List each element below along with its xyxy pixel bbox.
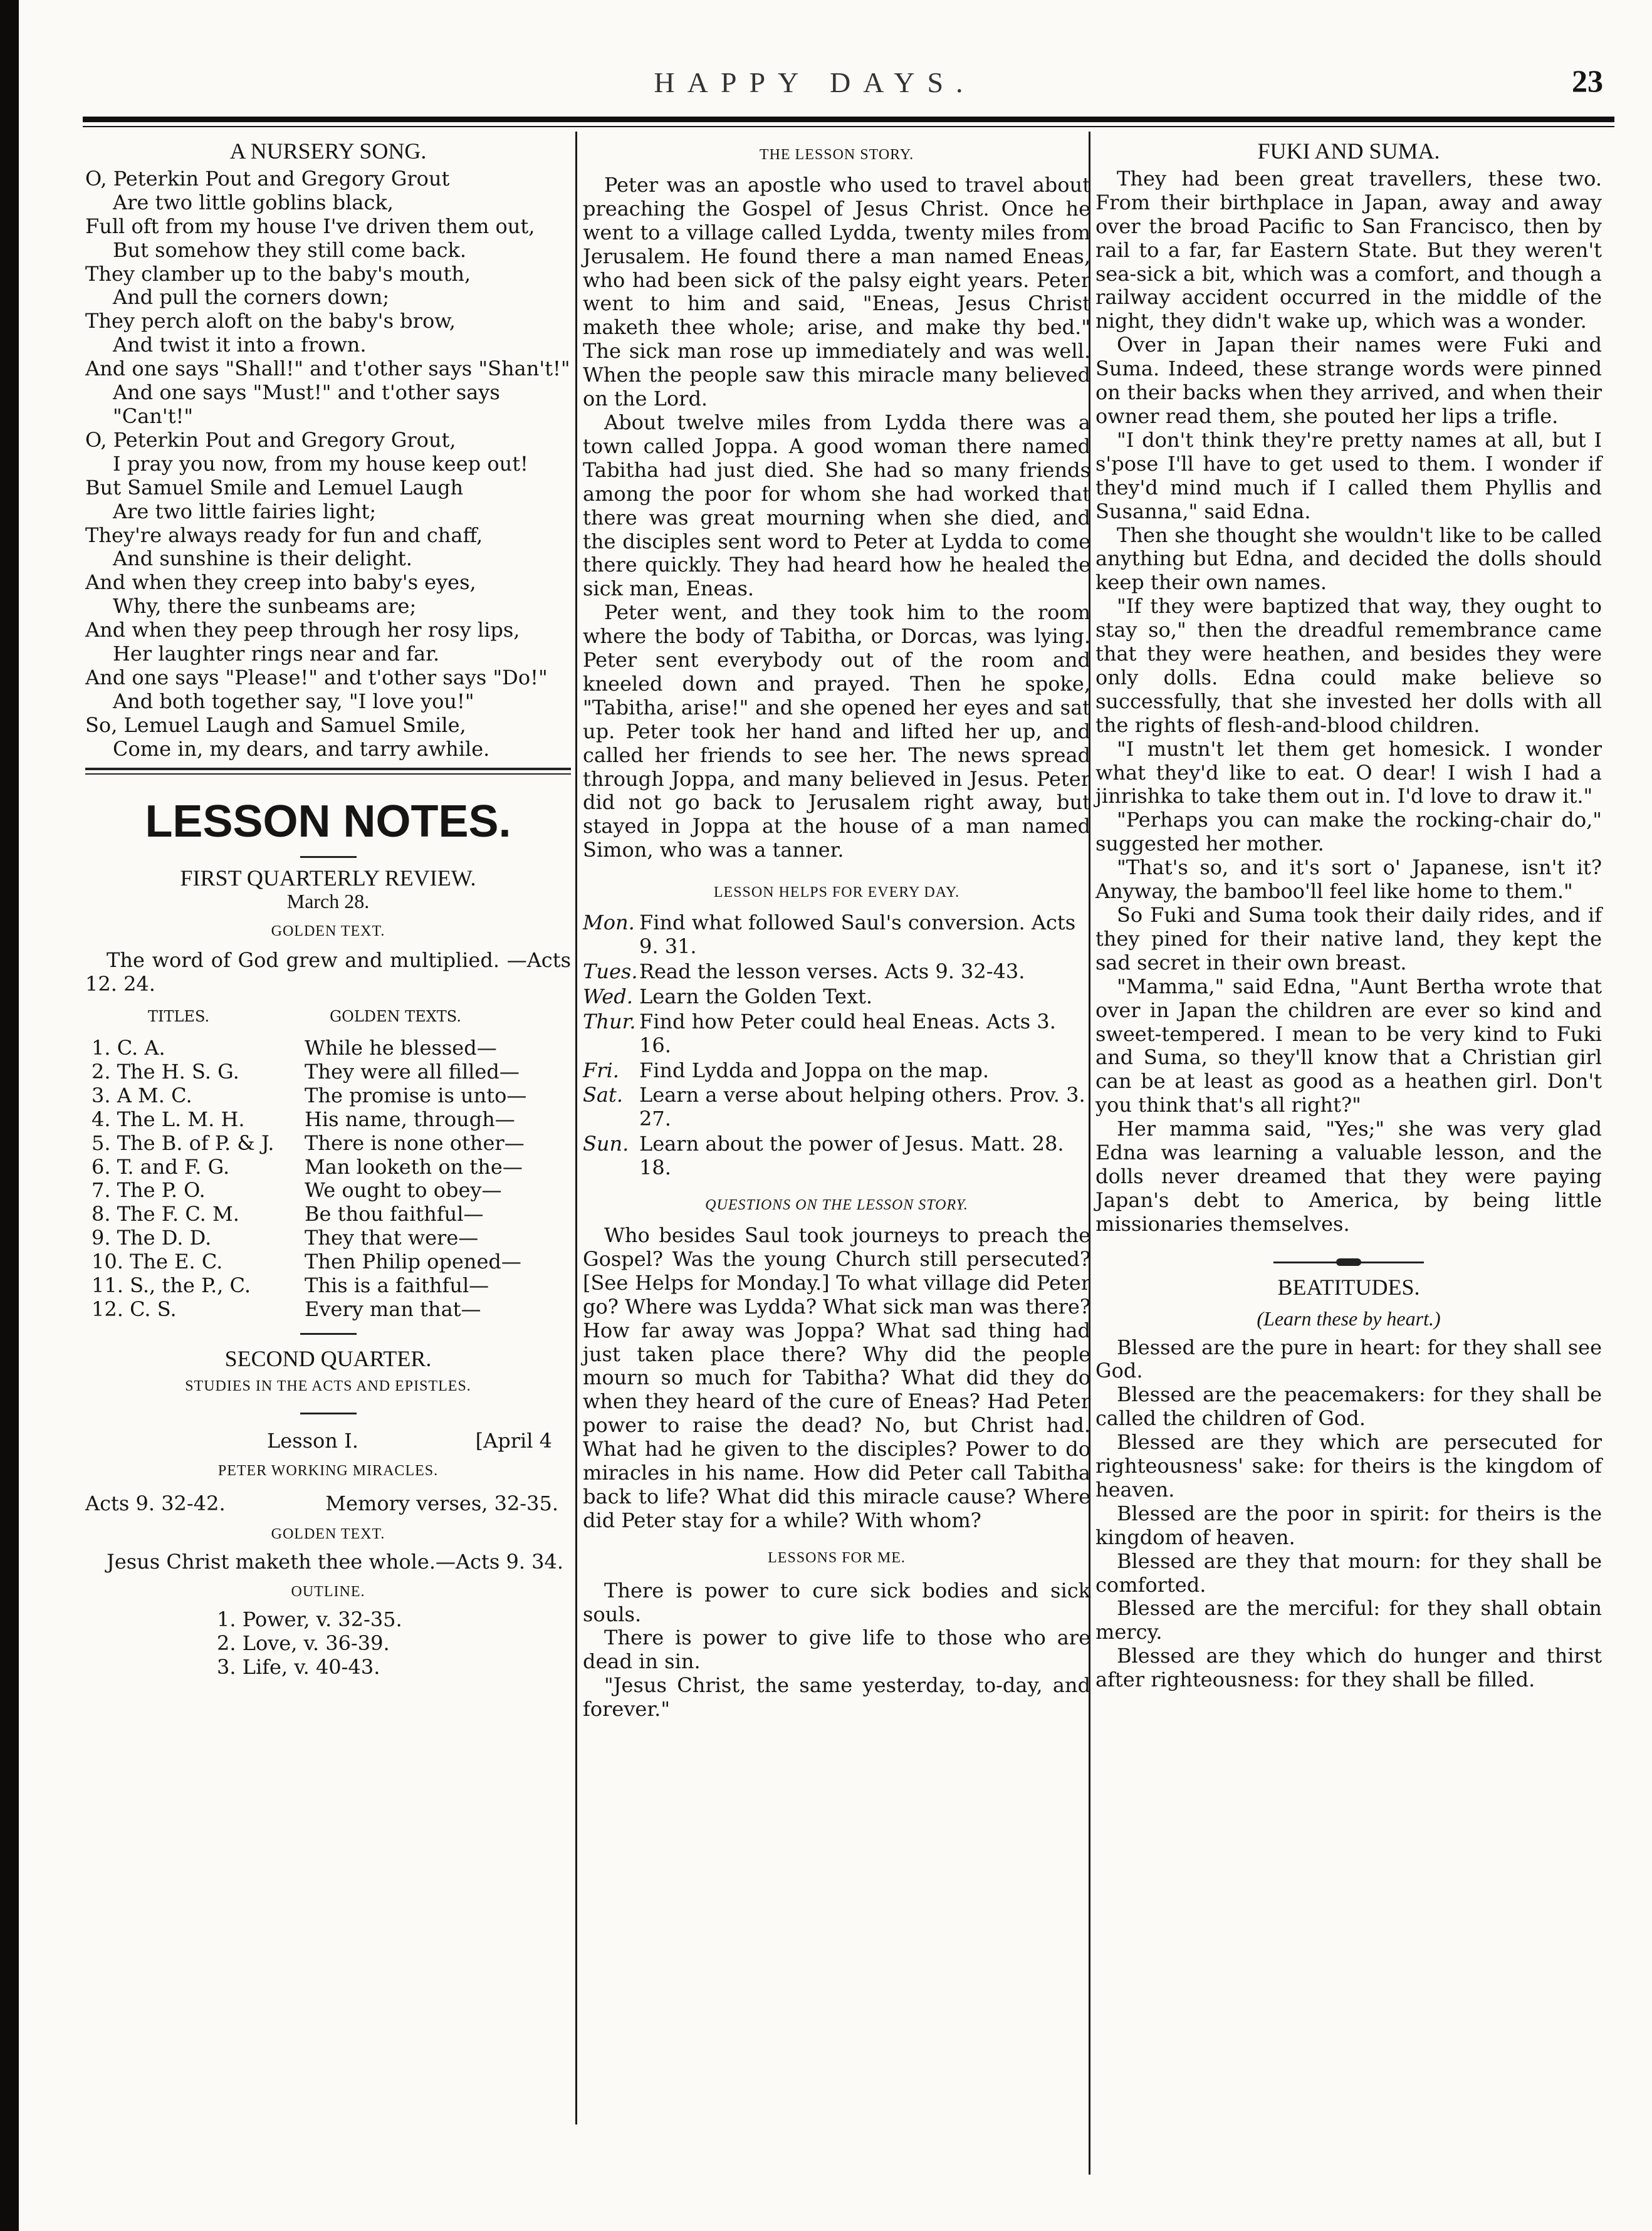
beatitude: Blessed are the pure in heart: for they shall see God. — [1095, 1335, 1602, 1383]
help-item — [583, 911, 1090, 959]
help-day: Wed. — [583, 984, 633, 1008]
outline-item: 3. Life, v. 40-43. — [217, 1654, 380, 1679]
lesson-heading — [85, 1429, 571, 1453]
ornament-dot — [1336, 1258, 1361, 1266]
outline-label: OUTLINE. — [291, 1584, 365, 1601]
row-text: The promise is unto— — [305, 1083, 527, 1107]
golden-text-label-2: GOLDEN TEXT. — [271, 1526, 385, 1543]
table-row — [85, 1132, 571, 1156]
help-text: Learn about the power of Jesus. Matt. 28. 18. — [639, 1132, 1064, 1180]
table-row — [85, 1060, 571, 1084]
lesson-point: "Jesus Christ, the same yesterday, to-day, and forever." — [583, 1673, 1090, 1722]
row-title: 8. The F. C. M. — [91, 1202, 239, 1226]
lesson-point: There is power to give life to those who are dead in sin. — [583, 1626, 1090, 1674]
help-item — [583, 960, 1090, 984]
short-rule — [300, 1413, 357, 1414]
header-rule-thin — [83, 126, 1614, 127]
help-text: Read the lesson verses. Acts 9. 32-43. — [639, 959, 1025, 983]
short-rule — [300, 1333, 357, 1335]
poem-line: I pray you now, from my house keep out! — [113, 451, 528, 476]
poem-line: Come in, my dears, and tarry awhile. — [113, 736, 490, 761]
lesson-point: There is power to cure sick bodies and sick souls. — [583, 1578, 1090, 1626]
titles-header-row — [85, 1005, 571, 1029]
second-quarter-title: SECOND QUARTER. — [224, 1345, 432, 1371]
outline-item: 1. Power, v. 32-35. — [217, 1607, 402, 1632]
help-day: Mon. — [583, 911, 635, 935]
poem-line: O, Peterkin Pout and Gregory Grout, — [85, 427, 456, 452]
help-text: Learn a verse about helping others. Prov. 3. 27. — [639, 1083, 1085, 1131]
story-paragraph: "That's so, and it's sort o' Japanese, isn't it? Anyway, the bamboo'll feel like home to them." — [1095, 855, 1602, 904]
poem-line: So, Lemuel Laugh and Samuel Smile, — [85, 713, 466, 737]
section-rule — [85, 768, 571, 775]
binding-edge — [0, 0, 19, 2231]
poem-line: Her laughter rings near and far. — [113, 642, 440, 666]
row-title: 5. The B. of P. & J. — [91, 1131, 274, 1155]
lesson-title: PETER WORKING MIRACLES. — [217, 1462, 439, 1479]
masthead-title: HAPPY DAYS. — [654, 66, 976, 98]
help-text: Find how Peter could heal Eneas. Acts 3. 16. — [639, 1009, 1056, 1057]
golden-text: The word of God grew and multiplied. —Acts 12. 24. — [85, 948, 571, 996]
row-title: 4. The L. M. H. — [91, 1107, 245, 1131]
poem-line: Are two little fairies light; — [113, 499, 377, 523]
table-row — [85, 1298, 571, 1322]
poem-line: And one says "Must!" and t'other says "Can't!" — [113, 380, 500, 428]
poem-line: They clamber up to the baby's mouth, — [85, 261, 471, 286]
column-left — [85, 135, 571, 1680]
nursery-song — [85, 167, 571, 761]
column-middle — [583, 135, 1090, 1722]
story-paragraph: About twelve miles from Lydda there was a town called Joppa. A good woman there named Tabitha had just died. She had so many friends among the poor for whom she had worked that there was great mourning when she died, and the disciples sent word to Peter at Lydda to come there quickly. They had heard how he healed the sick man, Eneas. — [583, 410, 1090, 601]
poem-line: And when they peep through her rosy lips, — [85, 618, 520, 642]
page-number: 23 — [1572, 63, 1603, 98]
titles-header: TITLES. — [148, 1008, 210, 1026]
row-title: 1. C. A. — [91, 1036, 165, 1060]
poem-line: And one says "Shall!" and t'other says "Shan't!" — [85, 357, 570, 381]
poem-line: They're always ready for fun and chaff, — [85, 523, 483, 547]
help-day: Fri. — [583, 1058, 619, 1082]
story-paragraph: "If they were baptized that way, they ought to stay so," then the dreadful remembrance came that they were heathen, and besides they were only dolls. Edna could make believe so successfully, that she invested her dolls with all the rights of flesh-and-blood children. — [1095, 594, 1602, 737]
beatitude: Blessed are the peacemakers: for they shall be called the children of God. — [1095, 1382, 1602, 1431]
story-paragraph: Her mamma said, "Yes;" she was very glad Edna was learning a valuable lesson, and the dolls never dreamed that they were paying Japan's debt to America, by being little missionaries themselves. — [1095, 1117, 1602, 1236]
row-text: They were all filled— — [305, 1059, 520, 1084]
golden-text-2: Jesus Christ maketh thee whole.—Acts 9. 34. — [107, 1550, 564, 1574]
row-title: 11. S., the P., C. — [91, 1273, 251, 1298]
table-row — [85, 1037, 571, 1060]
poem-line: But somehow they still come back. — [113, 238, 467, 262]
row-title: 12. C. S. — [91, 1297, 177, 1321]
lesson-helps-list — [583, 911, 1090, 1180]
lesson-notes-title: LESSON NOTES. — [145, 796, 511, 847]
row-text: Then Philip opened— — [305, 1250, 521, 1274]
help-item — [583, 1132, 1090, 1180]
table-row — [85, 1226, 571, 1250]
poem-line: O, Peterkin Pout and Gregory Grout — [85, 166, 450, 191]
story-paragraph: "I mustn't let them get homesick. I wonder what they'd like to eat. O dear! I wish I had a jinrishka to take them out in. I'd love to draw it." — [1095, 736, 1602, 808]
poem-line: But Samuel Smile and Lemuel Laugh — [85, 475, 464, 499]
studies-subtitle: STUDIES IN THE ACTS AND EPISTLES. — [185, 1377, 471, 1394]
story-paragraph: Then she thought she wouldn't like to be called anything but Edna, and decided the dolls should keep their own names. — [1095, 523, 1602, 595]
row-title: 10. The E. C. — [91, 1250, 223, 1274]
beatitude: Blessed are the merciful: for they shall obtain mercy. — [1095, 1596, 1602, 1644]
help-day: Tues. — [583, 959, 638, 983]
table-row — [85, 1156, 571, 1179]
beatitudes-subtitle: (Learn these by heart.) — [1257, 1307, 1441, 1330]
story-paragraph: So Fuki and Suma took their daily rides, and if they pined for their native land, they kept the sad secret in their own breast. — [1095, 903, 1602, 974]
lesson-date: [April 4 — [475, 1428, 552, 1453]
story-paragraph: Peter went, and they took him to the room where the body of Tabitha, or Dorcas, was lying. Peter sent everybody out of the room and kneeled down and prayed. Then he spoke, "Tabitha, arise!" and she opened her eyes and sat up. Peter took her hand and lifted her up, and called her friends to see her. The news spread through Joppa, and many believed in Jesus. Peter did not go back to Jerusalem right away, but stayed in Joppa at the house of a man named Simon, who was a tanner. — [583, 600, 1090, 862]
row-title: 6. T. and F. G. — [91, 1154, 230, 1179]
beatitudes-title: BEATITUDES. — [1277, 1274, 1420, 1300]
outline-item: 2. Love, v. 36-39. — [217, 1631, 390, 1656]
poem-line: And when they creep into baby's eyes, — [85, 570, 476, 595]
table-row — [85, 1274, 571, 1298]
poem-line: Why, there the sunbeams are; — [113, 594, 417, 619]
lesson-story-title: THE LESSON STORY. — [759, 147, 914, 163]
poem-line: And twist it into a frown. — [113, 333, 367, 357]
story-paragraph: "I don't think they're pretty names at all, but I s'pose I'll have to get used to them. I wonder if they'd mind much if I called them Phyllis and Susanna," said Edna. — [1095, 427, 1602, 523]
help-text: Find Lydda and Joppa on the map. — [639, 1058, 990, 1082]
poem-line: And pull the corners down; — [113, 285, 390, 310]
row-title: 2. The H. S. G. — [91, 1059, 239, 1084]
row-text: While he blessed— — [305, 1036, 497, 1060]
review-title: FIRST QUARTERLY REVIEW. — [180, 865, 476, 891]
story-paragraph: "Perhaps you can make the rocking-chair do," suggested her mother. — [1095, 808, 1602, 856]
help-text: Learn the Golden Text. — [639, 984, 873, 1008]
poem-line: Full oft from my house I've driven them out, — [85, 214, 535, 238]
row-text: His name, through— — [305, 1107, 515, 1131]
story-paragraph: Peter was an apostle who used to travel about preaching the Gospel of Jesus Christ. Once he went to a village called Lydda, twenty miles from Jerusalem. He found there a man named Eneas, who had been sick of the palsy eight years. Peter went to him and said, "Eneas, Jesus Christ maketh thee whole; arise, and make thy bed." The sick man rose up immediately and was well. When the people saw this miracle many believed on the Lord. — [583, 172, 1090, 411]
row-text: Be thou faithful— — [305, 1202, 484, 1226]
row-text: Every man that— — [305, 1297, 481, 1321]
nursery-song-title: A NURSERY SONG. — [229, 138, 427, 164]
poem-line: And both together say, "I love you!" — [113, 689, 474, 713]
row-title: 3. A M. C. — [91, 1083, 192, 1107]
table-row — [85, 1179, 571, 1203]
golden-text-label: GOLDEN TEXT. — [271, 923, 385, 940]
row-text: We ought to obey— — [305, 1178, 502, 1203]
row-text: They that were— — [305, 1226, 479, 1250]
table-row — [85, 1250, 571, 1274]
short-rule — [300, 856, 357, 858]
table-row — [85, 1108, 571, 1132]
help-day: Thur. — [583, 1009, 636, 1033]
column-divider-left — [575, 132, 577, 2124]
poem-line: Are two little goblins black, — [113, 190, 394, 214]
beatitude: Blessed are they that mourn: for they shall be comforted. — [1095, 1549, 1602, 1597]
header-rule — [83, 117, 1614, 122]
memory-verses: Memory verses, 32-35. — [325, 1491, 558, 1515]
lessons-for-me-title: LESSONS FOR ME. — [768, 1549, 906, 1566]
story-paragraph: They had been great travellers, these two. From their birthplace in Japan, away and away over the broad Pacific to San Francisco, then by rail to a far, far Eastern State. But they weren't sea-sick a bit, which was a comfort, and though a railway accident occurred in the middle of the night, they didn't wake up, which was a wonder. — [1095, 166, 1602, 333]
row-title: 9. The D. D. — [91, 1226, 212, 1250]
row-text: This is a faithful— — [305, 1273, 489, 1298]
poem-line: They perch aloft on the baby's brow, — [85, 309, 456, 333]
golden-texts-header: GOLDEN TEXTS. — [330, 1008, 462, 1026]
row-text: Man looketh on the— — [305, 1154, 523, 1179]
questions-title: QUESTIONS ON THE LESSON STORY. — [705, 1197, 968, 1214]
outline-list — [85, 1608, 571, 1680]
beatitude: Blessed are the poor in spirit: for theirs is the kingdom of heaven. — [1095, 1501, 1602, 1549]
story-paragraph: Over in Japan their names were Fuki and Suma. Indeed, these strange words were pinned on their backs when they arrived, and when their owner read them, she pouted her lips a trifle. — [1095, 333, 1602, 428]
table-row — [85, 1084, 571, 1108]
poem-line: And one says "Please!" and t'other says "Do!" — [85, 665, 548, 689]
questions-text: Who besides Saul took journeys to preach the Gospel? Was the young Church still persecuted? [See Helps for Monday.] To what village did Peter go? Where was Lydda? What sick man was there? How far away was Joppa? What sad thing had just taken place there? Why did the people mourn so much for Tabitha? What did they do when they heard of the cure of Eneas? Had Peter power to raise the dead? No, but Christ had. What had he given to the disciples? Power to do miracles in his name. How did Peter call Tabitha back to life? What did this miracle cause? Where did Peter stay for a while? With whom? — [583, 1223, 1090, 1532]
help-day: Sat. — [583, 1083, 624, 1107]
help-item — [583, 985, 1090, 1009]
ornament-rule — [1273, 1262, 1424, 1263]
row-title: 7. The P. O. — [91, 1178, 206, 1203]
story-paragraph: "Mamma," said Edna, "Aunt Bertha wrote that over in Japan the children are ever so kind and sweet-tempered. I mean to be very kind to Fuki and Suma, so they'll know that a Christian girl can be at least as good as a heathen girl. Don't you think that's all right?" — [1095, 974, 1602, 1117]
row-text: There is none other— — [305, 1131, 525, 1155]
help-item — [583, 1010, 1090, 1058]
review-date: March 28. — [286, 890, 370, 913]
table-row — [85, 1203, 571, 1226]
lesson-helps-title: LESSON HELPS FOR EVERY DAY. — [713, 884, 960, 901]
fuki-suma-title: FUKI AND SUMA. — [1257, 138, 1440, 164]
poem-line: And sunshine is their delight. — [113, 546, 412, 571]
column-right — [1095, 135, 1602, 1692]
lesson-reference-row — [85, 1492, 571, 1516]
help-item — [583, 1084, 1090, 1131]
beatitude: Blessed are they which do hunger and thirst after righteousness: for they shall be filled. — [1095, 1644, 1602, 1692]
help-text: Find what followed Saul's conversion. Acts 9. 31. — [639, 911, 1076, 958]
beatitude: Blessed are they which are persecuted for righteousness' sake: for theirs is the kingdom of heaven. — [1095, 1430, 1602, 1502]
review-table — [85, 1037, 571, 1322]
help-item — [583, 1059, 1090, 1083]
lesson-label: Lesson I. — [267, 1428, 358, 1453]
help-day: Sun. — [583, 1132, 629, 1156]
lesson-reference: Acts 9. 32-42. — [85, 1491, 226, 1515]
